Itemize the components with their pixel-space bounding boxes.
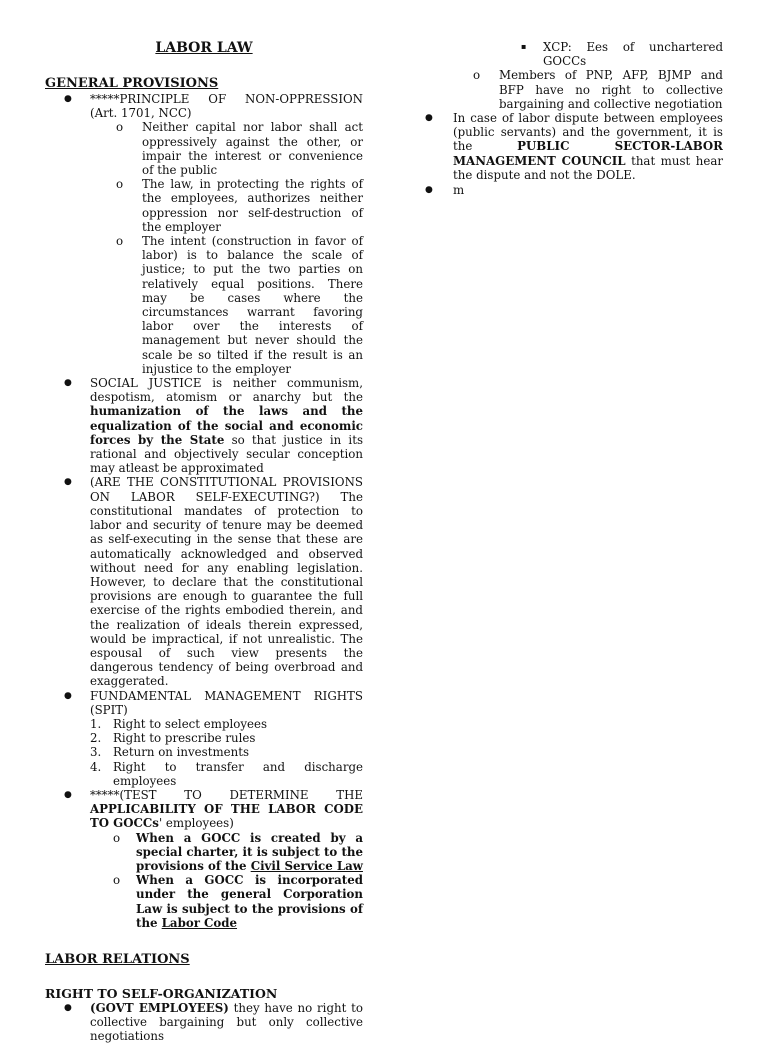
right-text: Right to transfer and discharge employees <box>113 759 363 788</box>
circle-bullet-icon: o <box>113 873 121 888</box>
list-item-dispute <box>406 111 723 182</box>
circle-bullet-icon: o <box>116 234 124 249</box>
list-item <box>113 831 363 874</box>
list-item-xcp <box>521 40 723 68</box>
self-executing-text: The constitutional mandates of protection to labor and security of tenure may be deemed as self-executing in the sense that these are automatically acknowledged and observed without need for any enabling legislation. However, to declare that the constitutional provisions are enough to guarantee the full exercise of the rights embodied therein, and the realization of ideals therein expressed, would be impractical, if not unrealistic. The espousal of such view presents the dangerous tendency of being overbroad and exaggerated. <box>90 489 364 689</box>
gocc-test-label-pre: *****(TEST TO DETERMINE THE <box>90 787 363 802</box>
bullet-icon: ● <box>64 789 72 800</box>
social-justice-text-2: so that justice in its rational and objectively secular conception may atleast be approximated <box>90 432 363 476</box>
dispute-text-post: that must hear the dispute and not the DOLE. <box>453 153 723 182</box>
section-heading-labor-relations: LABOR RELATIONS <box>45 951 190 967</box>
gocc-corporation-text: When a GOCC is incorporated under the general Corporation Law is subject to the provisions of the <box>136 873 363 930</box>
list-item <box>90 731 363 745</box>
bullet-icon: ● <box>64 94 72 104</box>
list-number: 4. <box>90 759 102 774</box>
sub-item-text: The intent (construction in favor of labor) is to balance the scale of justice; to put the two parties on relatively equal positions. There may be cases where the circumstances warrant favoring labor over the interests of management but never should the scale be so tilted if the result is an injustice to the employer <box>142 234 363 376</box>
list-item-m <box>406 183 723 197</box>
list-item-non-oppression <box>45 92 363 376</box>
gocc-test-label-post: ' employees) <box>158 816 234 831</box>
gocc-test-label-bold: APPLICABILITY OF THE LABOR CODE TO GOCCs <box>90 802 363 831</box>
management-rights-label: FUNDAMENTAL MANAGEMENT RIGHTS (SPIT) <box>90 688 363 717</box>
list-item-social-justice <box>45 376 363 475</box>
list-item-gocc-test <box>45 788 363 930</box>
self-organization-list <box>45 1001 363 1044</box>
right-text: Return on investments <box>113 745 250 760</box>
list-number: 1. <box>90 716 102 731</box>
self-executing-question: (ARE THE CONSTITUTIONAL PROVISIONS ON LABOR SELF-EXECUTING?) <box>90 475 363 504</box>
sub-item-text: The law, in protecting the rights of the employees, authorizes neither oppression nor self-destruction of the employer <box>142 177 363 234</box>
labor-code-link[interactable]: Labor Code <box>161 915 238 930</box>
gocc-test-sublist <box>90 831 363 930</box>
list-item <box>113 873 363 930</box>
bullet-icon: ● <box>425 113 433 124</box>
members-text: Members of PNP, AFP, BJMP and BFP have no right to collective bargaining and collective negotiation <box>499 68 723 111</box>
govt-employees-label: (GOVT EMPLOYEES) <box>90 1000 229 1015</box>
right-text: Right to prescribe rules <box>113 731 256 746</box>
govt-employees-text: they have no right to collective bargaining but only collective negotiations <box>90 1000 363 1044</box>
list-item-govt-employees <box>45 1001 363 1044</box>
circle-bullet-icon: o <box>116 177 124 192</box>
gocc-charter-text: When a GOCC is created by a special charter, it is subject to the provisions of the <box>136 830 363 873</box>
xcp-text: XCP: Ees of unchartered GOCCs <box>543 40 723 69</box>
list-item <box>90 760 363 788</box>
right-column <box>425 40 723 197</box>
bullet-icon: ● <box>64 378 72 389</box>
non-oppression-sublist <box>90 120 363 376</box>
sub-item-text: Neither capital nor labor shall act oppressively against the other, or impair the interest or convenience of the public <box>142 120 363 178</box>
section-heading-general-provisions: GENERAL PROVISIONS <box>45 76 219 91</box>
right-main-list <box>406 111 723 197</box>
social-justice-text-1: SOCIAL JUSTICE is neither communism, despotism, atomism or anarchy but the <box>90 376 363 405</box>
list-item-management-rights <box>45 689 363 788</box>
bullet-icon: ● <box>64 1002 72 1013</box>
list-number: 2. <box>90 731 102 746</box>
list-item-members <box>473 68 723 111</box>
list-item <box>116 234 363 376</box>
civil-service-law-link[interactable]: Civil Service Law <box>250 858 363 873</box>
list-item <box>116 120 363 177</box>
document-title: LABOR LAW <box>155 40 253 56</box>
subheading-right-to-self-organization: RIGHT TO SELF-ORGANIZATION <box>45 985 278 1001</box>
list-item-self-executing <box>45 475 363 688</box>
circle-bullet-icon: o <box>473 68 481 83</box>
non-oppression-label: *****PRINCIPLE OF NON-OPPRESSION (Art. 1701, NCC) <box>90 92 363 121</box>
list-item <box>90 717 363 731</box>
left-column <box>45 40 363 1044</box>
social-justice-bold: humanization of the laws and the equalization of the social and economic forces by the State <box>90 404 363 447</box>
bullet-icon: ● <box>425 185 433 196</box>
general-provisions-list <box>45 92 363 930</box>
right-members-list <box>473 68 723 111</box>
right-text: Right to select employees <box>113 716 268 731</box>
square-bullet-icon: ▪ <box>521 42 527 51</box>
management-rights-list <box>90 717 363 788</box>
dispute-text-pre: In case of labor dispute between employees (public servants) and the government, it is the <box>453 111 723 154</box>
m-text: m <box>453 183 465 198</box>
dispute-text-bold: PUBLIC SECTOR-LABOR MANAGEMENT COUNCIL <box>453 139 723 168</box>
right-sublist <box>499 40 723 68</box>
list-item <box>90 745 363 759</box>
list-item <box>116 177 363 234</box>
circle-bullet-icon: o <box>116 120 124 135</box>
bullet-icon: ● <box>64 477 72 488</box>
bullet-icon: ● <box>64 690 72 701</box>
circle-bullet-icon: o <box>113 830 121 845</box>
list-number: 3. <box>90 745 102 760</box>
